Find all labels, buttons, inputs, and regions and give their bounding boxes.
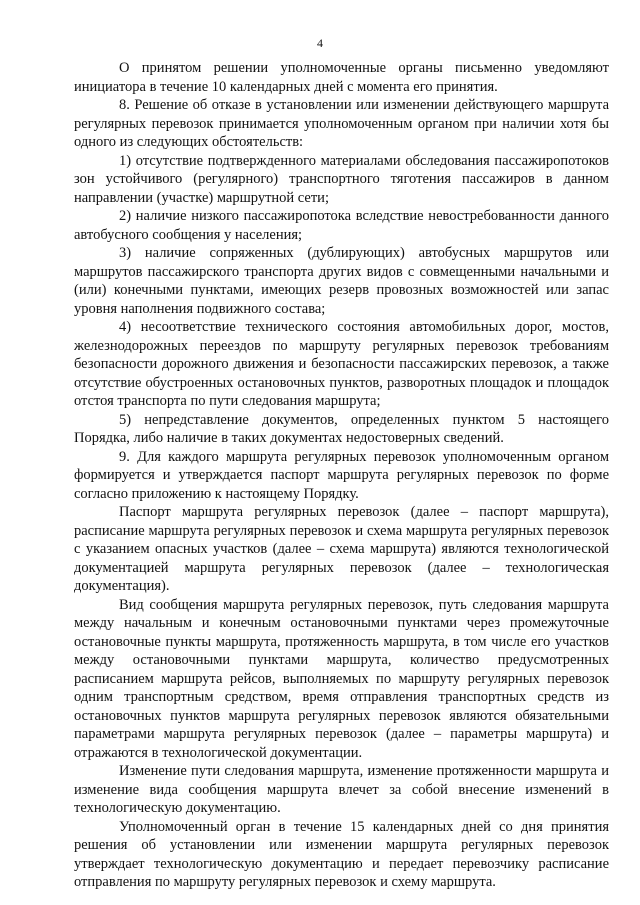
paragraph-clause-8: 8. Решение об отказе в установлении или изменении действующего маршрута регулярных перевозок принимается уполномоченным органом при наличии хотя бы одного из следующих обстоятельств: — [74, 97, 609, 150]
list-item-5: 5) непредставление документов, определенных пунктом 5 настоящего Порядка, либо наличие в таких документах недостоверных сведений. — [74, 411, 609, 446]
paragraph-route-changes: Изменение пути следования маршрута, изменение протяженности маршрута и изменение вида сообщения маршрута влечет за собой внесение изменений в технологическую документацию. — [74, 763, 609, 816]
page-number: 4 — [317, 36, 323, 50]
document-body — [74, 59, 609, 892]
list-item-3: 3) наличие сопряженных (дублирующих) автобусных маршрутов или маршрутов пассажирского транспорта других видов с совмещенными начальными и (или) конечными пунктами, имеющих резерв провозных возможностей или запас уровня наполнения подвижного состава; — [74, 245, 609, 317]
paragraph-passport: Паспорт маршрута регулярных перевозок (далее – паспорт маршрута), расписание маршрута регулярных перевозок и схема маршрута регулярных перевозок с указанием опасных участков (далее – схема маршрута) являются технологической документацией маршрута регулярных перевозок (далее – технологическая документация). — [74, 504, 609, 594]
paragraph-notification: О принятом решении уполномоченные органы письменно уведомляют инициатора в течение 10 календарных дней с момента его принятия. — [74, 60, 609, 95]
list-item-4: 4) несоответствие технического состояния автомобильных дорог, мостов, железнодорожных переездов по маршруту регулярных перевозок требованиям безопасности дорожного движения и безопасности пассажирских перевозок, а также отсутствие обустроенных остановочных пунктов, разворотных площадок и площадок отстоя транспорта по пути следования маршрута; — [74, 319, 609, 409]
paragraph-clause-9: 9. Для каждого маршрута регулярных перевозок уполномоченным органом формируется и утверждается паспорт маршрута регулярных перевозок по форме согласно приложению к настоящему Порядку. — [74, 448, 609, 502]
paragraph-route-parameters: Вид сообщения маршрута регулярных перевозок, путь следования маршрута между начальным и конечным остановочными пунктами через промежуточные остановочные пункты маршрута, протяженность маршрута, в том числе его участков между остановочными пунктами маршрута, количество предусмотренных расписанием маршрута рейсов, выполняемых по маршруту регулярных перевозок одним транспортным средством, время отправления транспортных средств из остановочных пунктов маршрута регулярных перевозок являются обязательными параметрами маршрута регулярных перевозок (далее – параметры маршрута) и отражаются в технологической документации. — [74, 596, 609, 761]
list-item-2: 2) наличие низкого пассажиропотока вследствие невостребованности данного автобусного сообщения у населения; — [74, 208, 609, 243]
paragraph-approval: Уполномоченный орган в течение 15 календарных дней со дня принятия решения об установлении или изменении маршрута регулярных перевозок утверждает технологическую документацию и передает перевозчику расписание отправления по маршруту регулярных перевозок и схему маршрута. — [74, 818, 609, 890]
list-item-1: 1) отсутствие подтвержденного материалами обследования пассажиропотоков зон устойчивого (регулярного) транспортного тяготения пассажиров в данном направлении (участке) маршрутной сети; — [74, 152, 609, 206]
